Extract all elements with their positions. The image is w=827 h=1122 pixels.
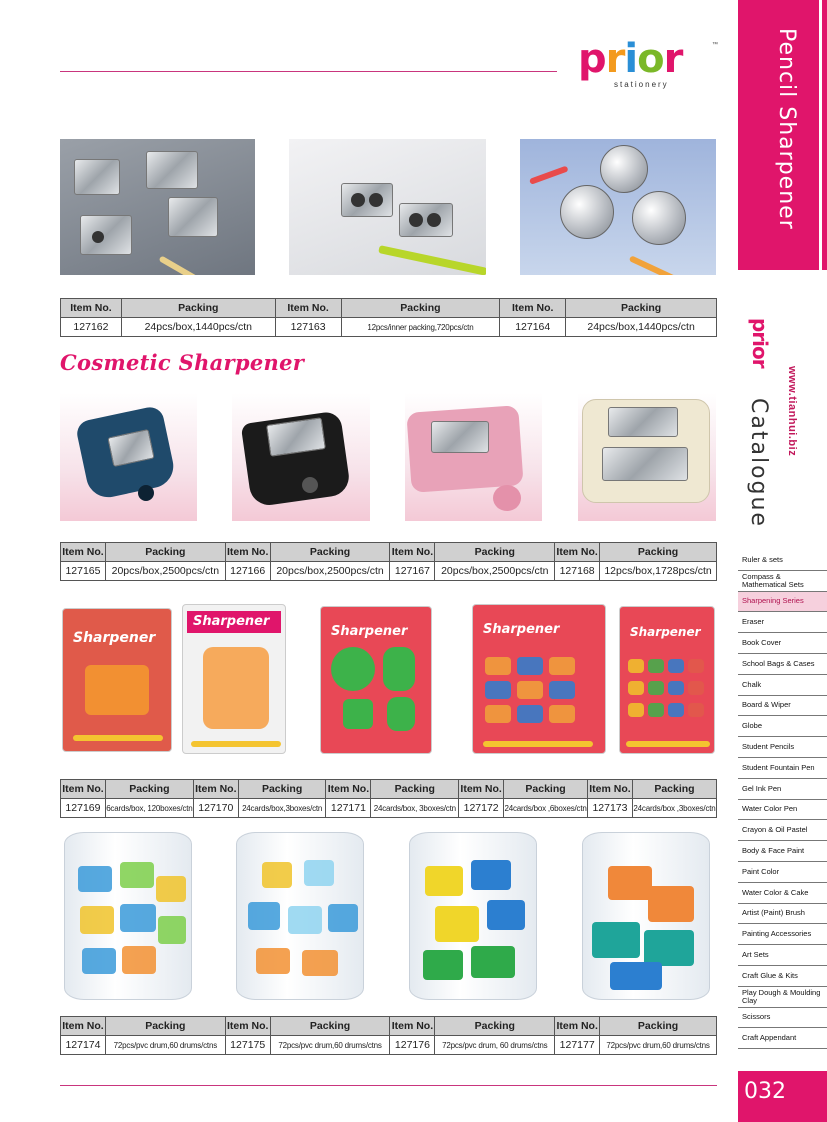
pencil-graphic: [191, 741, 281, 747]
mini-sharpener: [423, 950, 463, 980]
prior-logo: [578, 36, 718, 92]
product-photo-127173: [619, 606, 715, 756]
spec-table-row3: [60, 779, 717, 818]
table-header-row: [61, 1017, 717, 1036]
col-header: Packing: [435, 1017, 555, 1036]
blade: [431, 421, 489, 453]
blister-card: [62, 608, 172, 752]
packing-cell: 6cards/box, 120boxes/ctn: [105, 799, 193, 818]
mini-sharpener: [668, 681, 684, 695]
mini-sharpener: [82, 948, 116, 974]
col-header: Packing: [105, 543, 225, 562]
green-sharpener: [331, 647, 375, 691]
round-metal-sharpener: [600, 145, 648, 193]
item-number: 127176: [390, 1036, 435, 1055]
col-header: Packing: [341, 299, 500, 318]
mini-sharpener: [517, 705, 543, 723]
product-photo-127176: [405, 826, 542, 1006]
pencil-shaving: [529, 166, 569, 185]
col-header: Item No.: [193, 780, 238, 799]
card-brand-label: Sharpener: [630, 625, 701, 639]
product-photo-127177: [578, 826, 716, 1006]
mini-sharpener: [644, 930, 694, 966]
product-photo-127166: [232, 393, 370, 521]
product-photo-127174: [60, 826, 198, 1006]
item-number: 127167: [390, 562, 435, 581]
nav-item-globe[interactable]: Globe: [738, 716, 827, 737]
mini-sharpener: [517, 681, 543, 699]
mini-sharpener: [549, 705, 575, 723]
item-number: 127171: [326, 799, 371, 818]
nav-item-play-dough[interactable]: Play Dough & Moulding Clay: [738, 987, 827, 1008]
footer-rule: [60, 1085, 717, 1086]
item-number: 127173: [588, 799, 633, 818]
pencil-graphic: [483, 741, 593, 747]
col-header: Packing: [105, 1017, 225, 1036]
packing-cell: 24cards/box, 3boxes/ctn: [371, 799, 459, 818]
blade-hole: [427, 213, 441, 227]
col-header: Item No.: [225, 543, 270, 562]
mini-sharpener: [592, 922, 640, 958]
product-photo-127172: [472, 604, 606, 756]
blade-hole: [351, 193, 365, 207]
blister-card: [182, 604, 286, 754]
mini-sharpener: [549, 657, 575, 675]
nav-item-crayon[interactable]: Crayon & Oil Pastel: [738, 820, 827, 841]
col-header: Packing: [270, 1017, 390, 1036]
trademark-symbol: ™: [712, 42, 718, 48]
blister-card: [320, 606, 432, 754]
section-title-cosmetic: Cosmetic Sharpener: [60, 350, 305, 375]
catalogue-label: Catalogue: [746, 398, 771, 528]
item-number: 127169: [61, 799, 106, 818]
col-header: Item No.: [61, 1017, 106, 1036]
metal-sharpener: [146, 151, 198, 189]
logo-letter: r: [663, 36, 683, 82]
spec-table-row4: [60, 1016, 717, 1055]
pink-cap: [493, 485, 521, 511]
col-header: Item No.: [555, 1017, 600, 1036]
nav-item-artist-brush[interactable]: Artist (Paint) Brush: [738, 904, 827, 925]
product-photo-127162: [60, 139, 255, 275]
table-header-row: [61, 780, 717, 799]
nav-item-book-cover[interactable]: Book Cover: [738, 633, 827, 654]
blade-hole: [92, 231, 104, 243]
orange-sharpener: [85, 665, 149, 715]
pencil: [629, 255, 704, 275]
metal-sharpener: [168, 197, 218, 237]
mini-sharpener: [288, 906, 322, 934]
nav-item-gel-ink-pen[interactable]: Gel Ink Pen: [738, 779, 827, 800]
nav-item-fountain-pen[interactable]: Student Fountain Pen: [738, 758, 827, 779]
blade-hole: [138, 485, 154, 501]
packing-cell: 24cards/box,3boxes/ctn: [238, 799, 326, 818]
nav-item-craft-glue[interactable]: Craft Glue & Kits: [738, 966, 827, 987]
packing-cell: 72pcs/pvc drum,60 drums/ctns: [270, 1036, 390, 1055]
nav-item-board-wiper[interactable]: Board & Wiper: [738, 696, 827, 717]
pencil-graphic: [626, 741, 710, 747]
mini-sharpener: [248, 902, 280, 930]
mini-sharpener: [471, 946, 515, 978]
mini-sharpener: [156, 876, 186, 902]
packing-cell: 12pcs/box,1728pcs/ctn: [600, 562, 717, 581]
mini-sharpener: [668, 659, 684, 673]
item-number: 127172: [459, 799, 504, 818]
packing-cell: 24pcs/box,1440pcs/ctn: [566, 318, 717, 337]
mini-sharpener: [435, 906, 479, 942]
mini-sharpener: [328, 904, 358, 932]
mini-sharpener: [262, 862, 292, 888]
mini-sharpener: [648, 703, 664, 717]
mini-sharpener: [122, 946, 156, 974]
col-header: Item No.: [390, 1017, 435, 1036]
orange-canister-sharpener: [203, 647, 269, 729]
blade-hole: [302, 477, 318, 493]
logo-letter: i: [624, 36, 638, 82]
metal-sharpener: [74, 159, 120, 195]
mini-sharpener: [688, 703, 704, 717]
nav-item-compass[interactable]: Compass & Mathematical Sets: [738, 571, 827, 592]
page-number: 032: [738, 1071, 827, 1122]
col-header: Item No.: [555, 543, 600, 562]
blister-card: [472, 604, 606, 754]
frog-sharpener: [383, 647, 415, 691]
item-number: 127165: [61, 562, 106, 581]
mini-sharpener: [471, 860, 511, 890]
table-header-row: [61, 543, 717, 562]
packing-cell: 72pcs/pvc drum,60 drums/ctns: [600, 1036, 717, 1055]
nav-item-water-color-cake[interactable]: Water Color & Cake: [738, 883, 827, 904]
col-header: Item No.: [500, 299, 566, 318]
card-brand-label: Sharpener: [73, 630, 156, 646]
packing-cell: 20pcs/box,2500pcs/ctn: [270, 562, 390, 581]
product-photo-127169: [60, 606, 174, 756]
product-photo-127175: [232, 826, 369, 1006]
spec-table-row1: [60, 298, 717, 337]
col-header: Packing: [105, 780, 193, 799]
packing-cell: 24cards/box ,3boxes/ctn: [632, 799, 716, 818]
pencil: [378, 245, 486, 275]
mini-sharpener: [648, 659, 664, 673]
product-photo-127170: [182, 604, 287, 756]
col-header: Packing: [600, 1017, 717, 1036]
sidebar-logo-text: prior: [748, 318, 772, 368]
mini-sharpener: [302, 950, 338, 976]
metal-sharpener: [341, 183, 393, 217]
mini-sharpener: [628, 703, 644, 717]
pencil-graphic: [73, 735, 163, 741]
col-header: Item No.: [225, 1017, 270, 1036]
nav-item-student-pencils[interactable]: Student Pencils: [738, 737, 827, 758]
item-number: 127162: [61, 318, 122, 337]
round-metal-sharpener: [632, 191, 686, 245]
packing-cell: 24cards/box ,6boxes/ctn: [504, 799, 588, 818]
product-photo-127165: [60, 393, 197, 521]
packing-cell: 20pcs/box,2500pcs/ctn: [435, 562, 555, 581]
col-header: Item No.: [61, 299, 122, 318]
table-row: [61, 799, 717, 818]
col-header: Packing: [121, 299, 275, 318]
mini-sharpener: [549, 681, 575, 699]
nav-item-art-sets[interactable]: Art Sets: [738, 945, 827, 966]
logo-letter: r: [605, 36, 625, 82]
table-row: [61, 562, 717, 581]
product-photo-127164: [520, 139, 716, 275]
frog-sharpener: [387, 697, 415, 731]
table-row: [61, 318, 717, 337]
logo-letter: o: [637, 36, 664, 82]
col-header: Item No.: [588, 780, 633, 799]
sidebar-section-band: [738, 0, 827, 270]
category-nav: [738, 550, 827, 1049]
item-number: 127166: [225, 562, 270, 581]
header-rule: [60, 71, 557, 72]
blade: [602, 447, 688, 481]
blade-hole: [369, 193, 383, 207]
website-link[interactable]: www.tianhui.biz: [786, 366, 798, 457]
mini-sharpener: [120, 904, 156, 932]
mini-sharpener: [628, 659, 644, 673]
item-number: 127175: [225, 1036, 270, 1055]
mini-sharpener: [78, 866, 112, 892]
nav-item-body-face-paint[interactable]: Body & Face Paint: [738, 841, 827, 862]
col-header: Packing: [504, 780, 588, 799]
mini-sharpener: [256, 948, 290, 974]
nav-item-water-color-pen[interactable]: Water Color Pen: [738, 800, 827, 821]
packing-cell: 12pcs/inner packing,720pcs/ctn: [341, 318, 500, 337]
metal-sharpener: [80, 215, 132, 255]
card-brand-label: Sharpener: [331, 624, 408, 639]
logo-tagline: stationery: [614, 80, 669, 89]
mini-sharpener: [648, 886, 694, 922]
col-header: Item No.: [326, 780, 371, 799]
mini-sharpener: [628, 681, 644, 695]
packing-cell: 72pcs/pvc drum, 60 drums/ctns: [435, 1036, 555, 1055]
nav-item-painting-accessories[interactable]: Painting Accessories: [738, 924, 827, 945]
round-metal-sharpener: [560, 185, 614, 239]
mini-sharpener: [485, 657, 511, 675]
col-header: Packing: [600, 543, 717, 562]
nav-item-ruler-sets[interactable]: Ruler & sets: [738, 550, 827, 571]
col-header: Packing: [566, 299, 717, 318]
item-number: 127170: [193, 799, 238, 818]
nav-item-school-bags[interactable]: School Bags & Cases: [738, 654, 827, 675]
mini-sharpener: [80, 906, 114, 934]
logo-wordmark: [578, 36, 718, 82]
card-brand-label: Sharpener: [483, 622, 560, 637]
mini-sharpener: [688, 681, 704, 695]
mini-sharpener: [688, 659, 704, 673]
table-row: [61, 1036, 717, 1055]
item-number: 127168: [555, 562, 600, 581]
card-brand-label: Sharpener: [187, 611, 281, 633]
metal-sharpener: [399, 203, 453, 237]
col-header: Item No.: [61, 780, 106, 799]
item-number: 127163: [275, 318, 341, 337]
nav-item-scissors[interactable]: Scissors: [738, 1008, 827, 1029]
mini-sharpener: [158, 916, 186, 944]
mini-sharpener: [608, 866, 652, 900]
mini-sharpener: [485, 681, 511, 699]
mini-sharpener: [425, 866, 463, 896]
item-number: 127177: [555, 1036, 600, 1055]
mini-sharpener: [487, 900, 525, 930]
col-header: Packing: [632, 780, 716, 799]
nav-item-paint-color[interactable]: Paint Color: [738, 862, 827, 883]
col-header: Item No.: [61, 543, 106, 562]
nav-item-eraser[interactable]: Eraser: [738, 612, 827, 633]
blister-card: [619, 606, 715, 754]
item-number: 127174: [61, 1036, 106, 1055]
col-header: Packing: [435, 543, 555, 562]
nav-item-sharpening-series[interactable]: Sharpening Series: [738, 592, 827, 613]
product-photo-127171: [320, 606, 432, 756]
blade-hole: [409, 213, 423, 227]
sidebar-section-title: Pencil Sharpener: [774, 28, 799, 230]
nav-item-chalk[interactable]: Chalk: [738, 675, 827, 696]
mini-sharpener: [120, 862, 154, 888]
mini-sharpener: [648, 681, 664, 695]
packing-cell: 20pcs/box,2500pcs/ctn: [105, 562, 225, 581]
mini-sharpener: [304, 860, 334, 886]
blade: [608, 407, 678, 437]
col-header: Packing: [270, 543, 390, 562]
mini-sharpener: [610, 962, 662, 990]
table-header-row: [61, 299, 717, 318]
col-header: Item No.: [275, 299, 341, 318]
product-photo-127167: [405, 393, 542, 521]
nav-item-craft-appendant[interactable]: Craft Appendant: [738, 1028, 827, 1049]
mini-sharpener: [517, 657, 543, 675]
item-number: 127164: [500, 318, 566, 337]
logo-letter: p: [578, 36, 606, 82]
mini-sharpener: [668, 703, 684, 717]
band-stripe: [822, 0, 827, 270]
col-header: Packing: [238, 780, 326, 799]
sidebar-logo: [748, 318, 772, 368]
packing-cell: 72pcs/pvc drum,60 drums/ctns: [105, 1036, 225, 1055]
product-photo-127163: [289, 139, 486, 275]
pencil: [159, 255, 231, 275]
spec-table-row2: [60, 542, 717, 581]
packing-cell: 24pcs/box,1440pcs/ctn: [121, 318, 275, 337]
mini-sharpener: [485, 705, 511, 723]
col-header: Item No.: [390, 543, 435, 562]
col-header: Item No.: [459, 780, 504, 799]
green-sharpener: [343, 699, 373, 729]
product-photo-127168: [578, 393, 716, 521]
col-header: Packing: [371, 780, 459, 799]
